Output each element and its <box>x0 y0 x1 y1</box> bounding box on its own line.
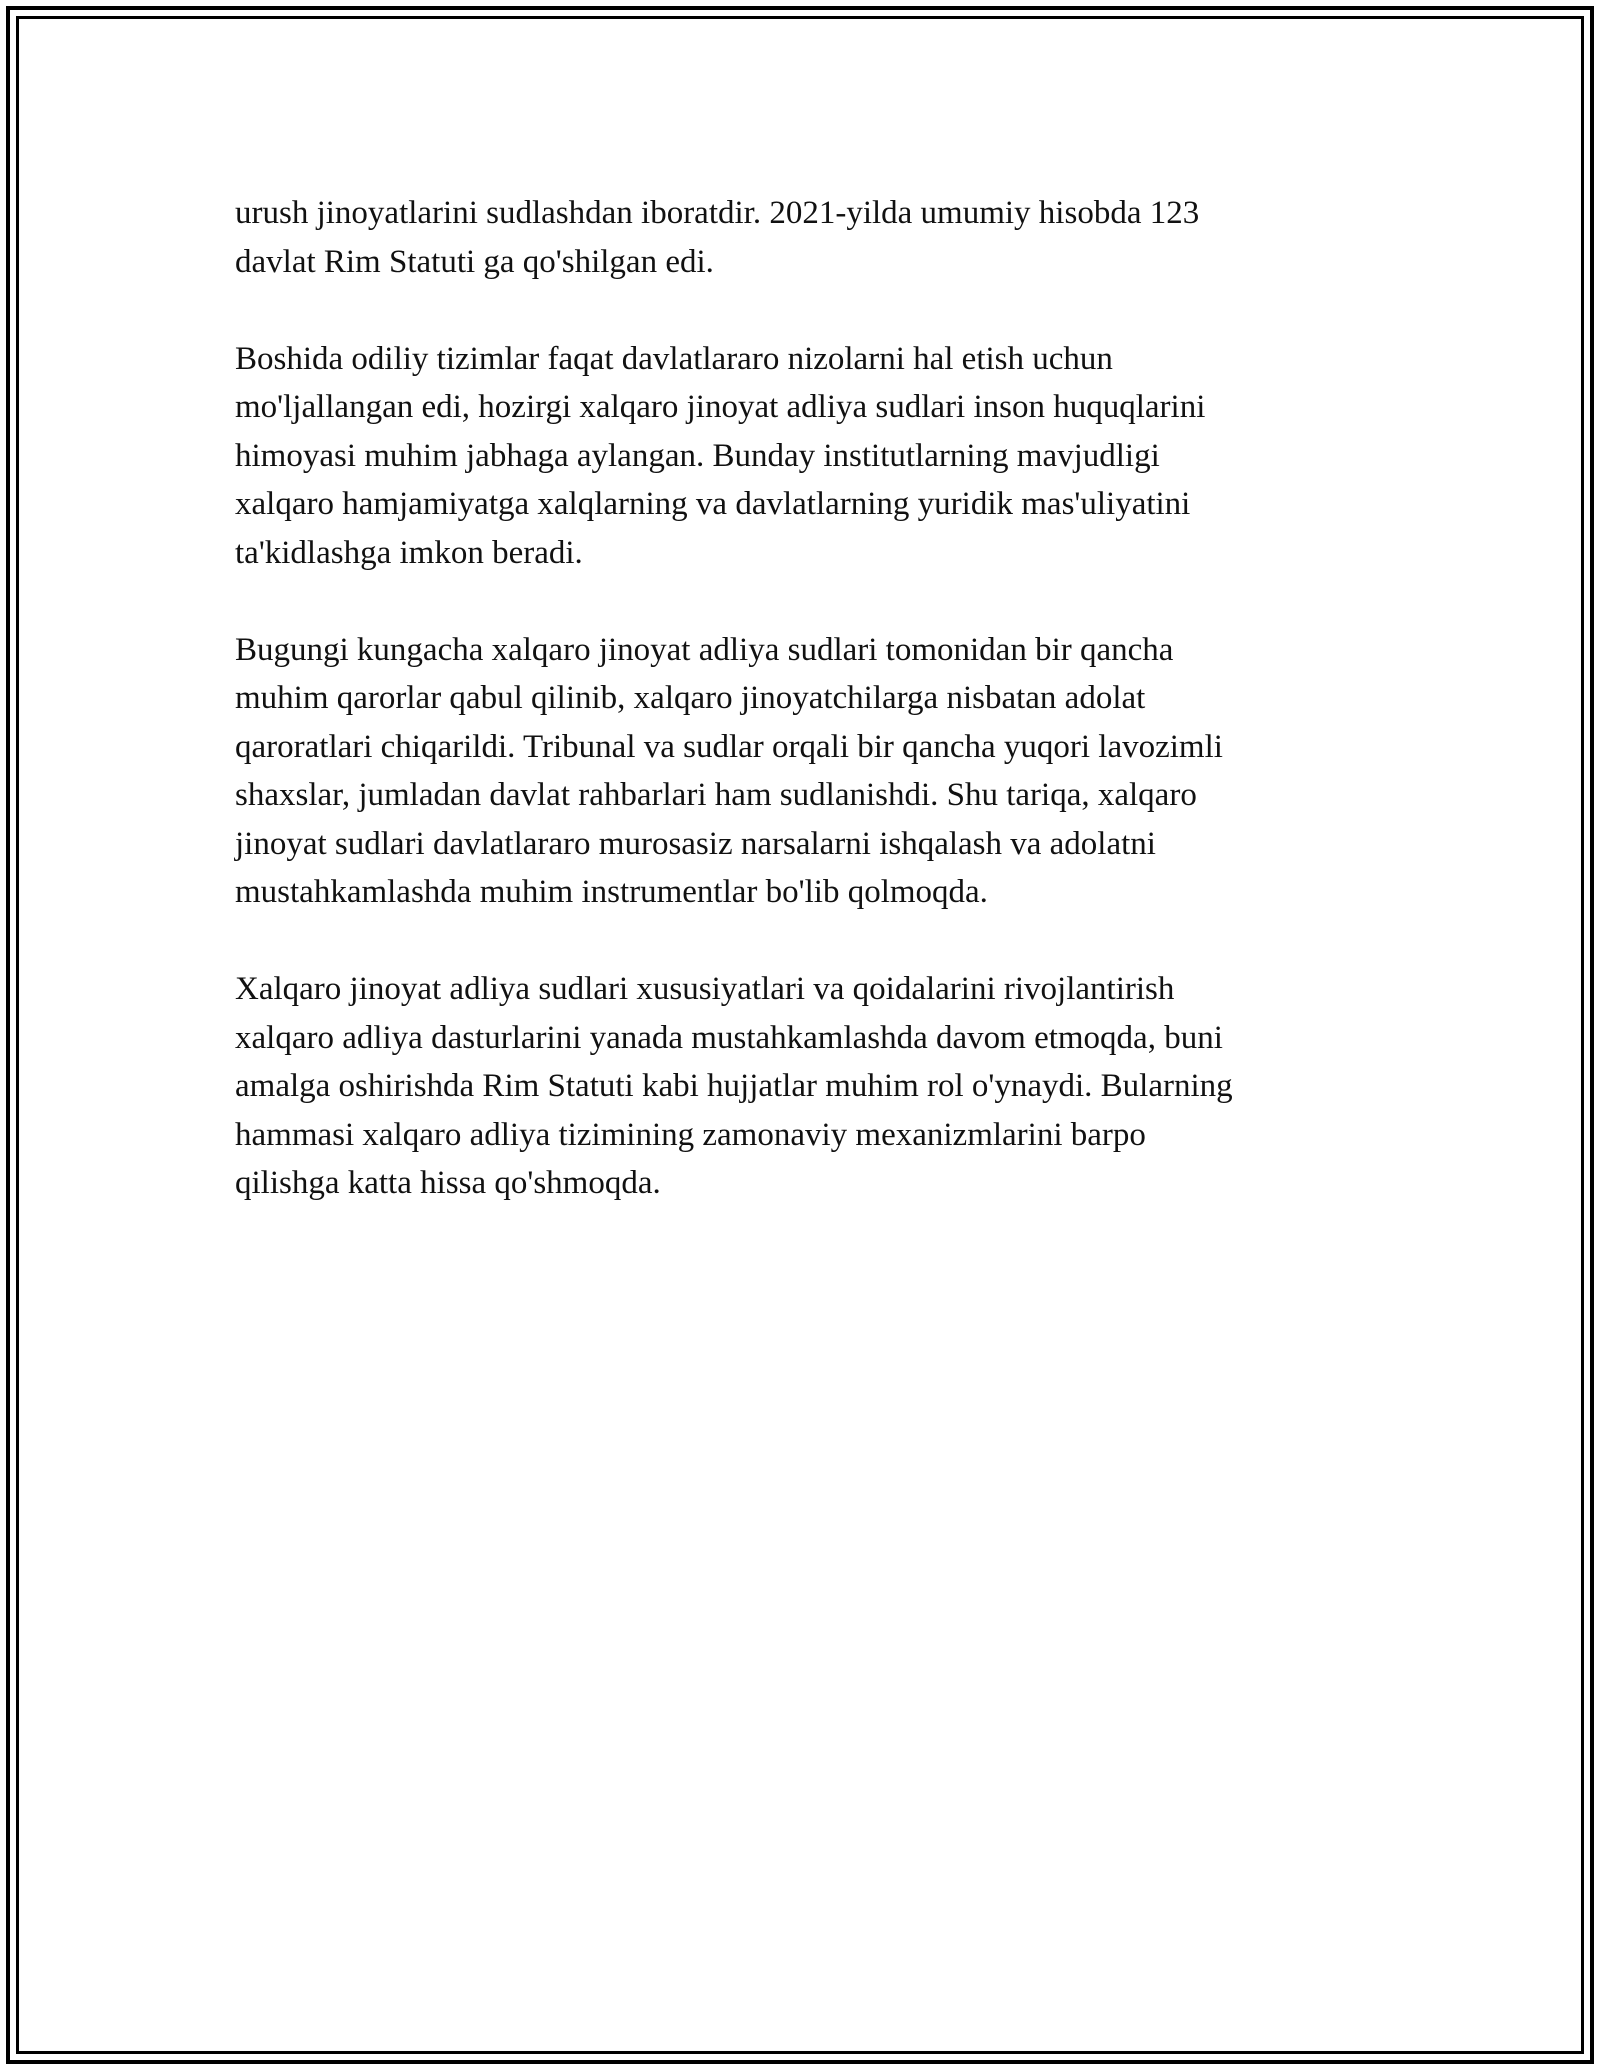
text-line: ta'kidlashga imkon beradi. <box>235 534 583 571</box>
text-line: Xalqaro jinoyat adliya sudlari xususiyatlari va qoidalarini rivojlantirish <box>235 971 1175 1007</box>
document-body <box>235 189 1365 1256</box>
text-line: mustahkamlashda muhim instrumentlar bo'lib qolmoqda. <box>235 874 988 910</box>
paragraph-4 <box>235 965 1365 1208</box>
text-line: davlat Rim Statuti ga qo'shilgan edi. <box>235 243 714 280</box>
paragraph-3 <box>235 626 1365 917</box>
text-line: qaroratlari chiqarildi. Tribunal va sudlar orqali bir qancha yuqori lavozimli <box>235 728 1223 765</box>
text-line: Bugungi kungacha xalqaro jinoyat adliya sudlari tomonidan bir qancha <box>235 631 1174 668</box>
text-line: urush jinoyatlarini sudlashdan iboratdir. 2021-yilda umumiy hisobda 123 <box>235 195 1200 231</box>
text-line: Boshida odiliy tizimlar faqat davlatlararo nizolarni hal etish uchun <box>235 340 1113 377</box>
text-line: jinoyat sudlari davlatlararo murosasiz narsalarni ishqalash va adolatni <box>235 825 1156 862</box>
text-line: muhim qarorlar qabul qilinib, xalqaro jinoyatchilarga nisbatan adolat <box>235 680 1146 716</box>
text-line: hammasi xalqaro adliya tizimining zamonaviy mexanizmlarini barpo <box>235 1116 1146 1153</box>
paragraph-1 <box>235 189 1365 286</box>
text-line: xalqaro adliya dasturlarini yanada mustahkamlashda davom etmoqda, buni <box>235 1019 1223 1056</box>
text-line: himoyasi muhim jabhaga aylangan. Bunday institutlarning mavjudligi <box>235 437 1160 474</box>
text-line: mo'ljallangan edi, hozirgi xalqaro jinoyat adliya sudlari inson huquqlarini <box>235 389 1206 425</box>
text-line: amalga oshirishda Rim Statuti kabi hujjatlar muhim rol o'ynaydi. Bularning <box>235 1068 1233 1104</box>
text-line: qilishga katta hissa qo'shmoqda. <box>235 1165 661 1201</box>
paragraph-2 <box>235 335 1365 578</box>
text-line: xalqaro hamjamiyatga xalqlarning va davlatlarning yuridik mas'uliyatini <box>235 486 1191 522</box>
text-line: shaxslar, jumladan davlat rahbarlari ham sudlanishdi. Shu tariqa, xalqaro <box>235 777 1197 813</box>
